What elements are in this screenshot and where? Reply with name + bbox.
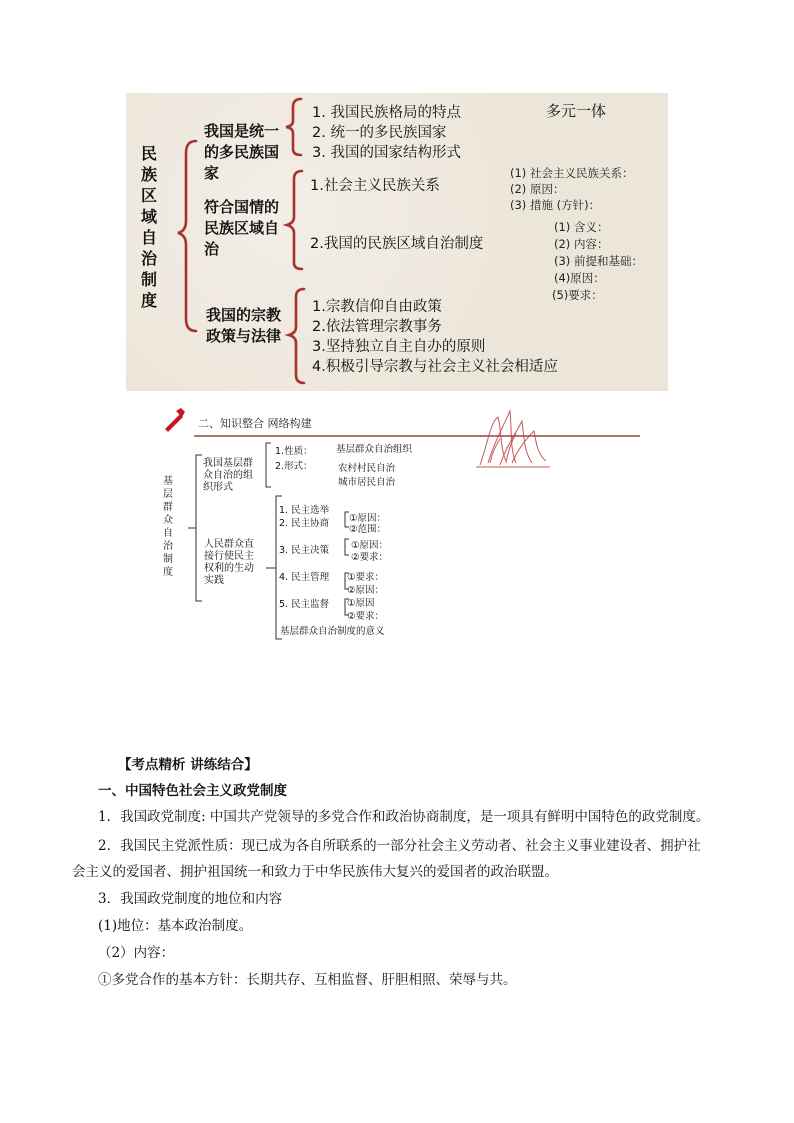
map2-section1-title: 我国基层群众自治的组织形式 bbox=[203, 458, 253, 493]
map2-s2-item1: 1. 民主选举 bbox=[279, 505, 330, 516]
party-emblem-icon bbox=[154, 403, 194, 433]
knowledge-map-grassroots-autonomy bbox=[150, 403, 650, 653]
map2-root-title: 基层群众自治制度 bbox=[163, 476, 173, 578]
map1-s3-item1: 1.宗教信仰自由政策 bbox=[312, 299, 442, 315]
map1-s3-item3: 3.坚持独立自主自办的原则 bbox=[312, 339, 486, 355]
map2-s2-item2: 2. 民主协商 bbox=[279, 518, 330, 529]
paragraph-4: (1)地位：基本政治制度。 bbox=[98, 918, 253, 934]
section1-title: 一、中国特色社会主义政党制度 bbox=[98, 783, 287, 799]
section-heading: 【考点精析 讲练结合】 bbox=[118, 757, 258, 773]
map2-s1-item2: 2.形式： bbox=[275, 461, 313, 472]
map1-s2-item2: 2.我国的民族区域自治制度 bbox=[310, 236, 484, 252]
map1-s1-item1: 1. 我国民族格局的特点 bbox=[312, 105, 461, 121]
map1-s2-sub2-3: (3) 前提和基础： bbox=[554, 254, 643, 268]
map2-s1-value2: 农村村民自治 bbox=[338, 463, 396, 474]
map2-s2-item5: 5. 民主监督 bbox=[279, 599, 330, 610]
map2-s1-value3: 城市居民自治 bbox=[338, 477, 396, 488]
map2-s2-item4: 4. 民主管理 bbox=[279, 572, 330, 583]
map2-header: 二、知识整合 网络构建 bbox=[198, 417, 312, 430]
map1-s2-sub1-1: (1) 社会主义民族关系： bbox=[510, 166, 634, 180]
map2-a1: ①原因： bbox=[349, 513, 387, 524]
paragraph-1: 1．我国政党制度: 中国共产党领导的多党合作和政治协商制度，是一项具有鲜明中国特色的政党制度。 bbox=[98, 809, 710, 825]
map2-b1: ①原因： bbox=[351, 540, 389, 551]
decorative-flourish-icon bbox=[476, 411, 550, 467]
map2-a2: ②范围： bbox=[349, 524, 387, 535]
paragraph-6: ①多党合作的基本方针：长期共存、互相监督、肝胆相照、荣辱与共。 bbox=[98, 972, 517, 988]
map1-s2-sub2-2: (2) 内容： bbox=[554, 237, 609, 251]
paragraph-3: 3．我国政党制度的地位和内容 bbox=[98, 891, 283, 907]
map1-root-title: 民族区域自治制度 bbox=[140, 144, 157, 310]
map1-s2-sub1-2: (2) 原因： bbox=[510, 182, 565, 196]
map2-d2: ②要求： bbox=[347, 611, 385, 622]
paragraph-2a: 2．我国民主党派性质：现已成为各自所联系的一部分社会主义劳动者、社会主义事业建设者、拥护社 bbox=[98, 838, 701, 854]
paragraph-2b: 会主义的爱国者、拥护祖国统一和致力于中华民族伟大复兴的爱国者的政治联盟。 bbox=[72, 864, 558, 880]
map2-s2-item3: 3. 民主决策 bbox=[279, 545, 330, 556]
map1-s1-item3: 3. 我国的国家结构形式 bbox=[312, 145, 461, 161]
map1-section2-title: 符合国情的民族区域自治 bbox=[204, 198, 280, 258]
knowledge-map-ethnic-autonomy bbox=[126, 93, 668, 391]
map2-s1-value1: 基层群众自治组织 bbox=[336, 444, 413, 455]
map1-s2-sub1-3: (3) 措施 (方针)： bbox=[510, 198, 601, 212]
map2-d1: ①原因 bbox=[347, 598, 375, 609]
map1-s1-item2: 2. 统一的多民族国家 bbox=[312, 125, 447, 141]
map1-section3-title: 我国的宗教政策与法律 bbox=[206, 306, 282, 345]
map1-section1-title: 我国是统一的多民族国家 bbox=[204, 122, 280, 182]
map1-s2-item1: 1.社会主义民族关系 bbox=[310, 178, 440, 194]
map2-b2: ②要求： bbox=[351, 552, 389, 563]
map1-s1-note: 多元一体 bbox=[546, 102, 607, 120]
map1-s2-sub2-4: (4)原因： bbox=[554, 271, 605, 285]
map2-c2: ②原因： bbox=[347, 585, 385, 596]
map1-s2-sub2-5: (5)要求： bbox=[552, 288, 603, 302]
map2-s1-item1: 1.性质： bbox=[275, 446, 313, 457]
map2-meaning: 基层群众自治制度的意义 bbox=[280, 626, 385, 637]
map1-s2-sub2-1: (1) 含义： bbox=[554, 220, 609, 234]
map1-s3-item4: 4.积极引导宗教与社会主义社会相适应 bbox=[312, 359, 558, 375]
paragraph-5: （2）内容： bbox=[98, 945, 175, 961]
map2-section2-title: 人民群众直接行使民主权利的生动实践 bbox=[204, 539, 254, 586]
map1-s3-item2: 2.依法管理宗教事务 bbox=[312, 319, 442, 335]
map2-c1: ①要求： bbox=[347, 572, 385, 583]
